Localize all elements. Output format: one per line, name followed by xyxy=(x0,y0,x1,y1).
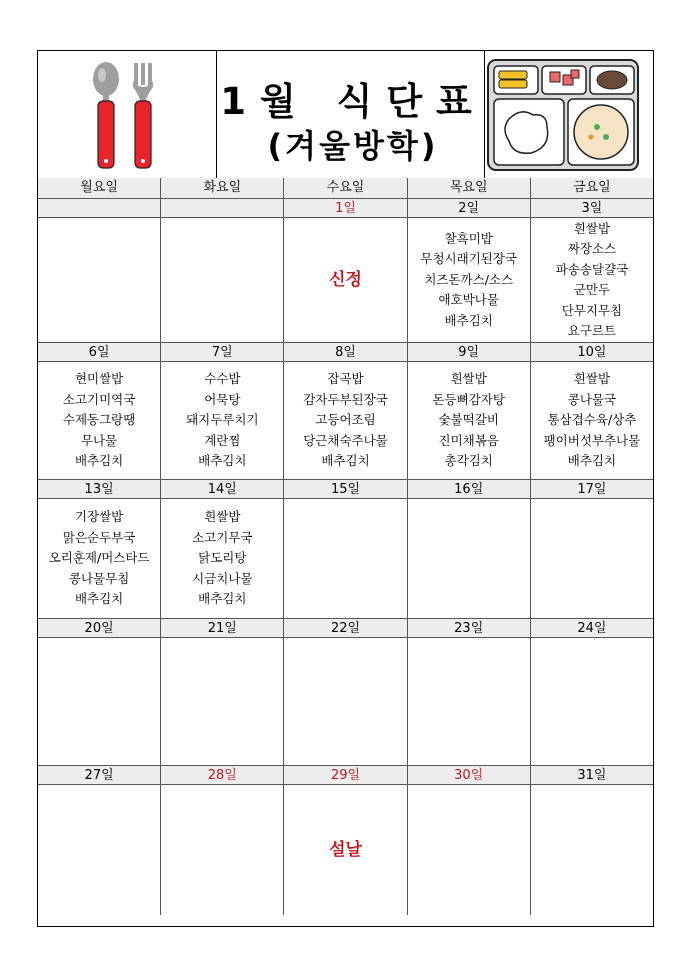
menu-cell-monday xyxy=(38,218,161,342)
menu-cell-thursday xyxy=(408,499,531,618)
date-cell-thursday: 30일 xyxy=(408,766,531,784)
date-cell-friday: 24일 xyxy=(577,621,607,636)
date-cell-wednesday: 29일 xyxy=(284,766,407,784)
menu-item: 흰쌀밥 xyxy=(573,371,611,387)
menu-cell-wednesday xyxy=(284,362,407,479)
weekday-friday: 금요일 xyxy=(573,180,611,195)
date-cell-tuesday xyxy=(161,199,284,217)
menu-cell-friday xyxy=(531,499,653,618)
menu-item: 흰쌀밥 xyxy=(204,509,241,525)
menu-item: 요구르트 xyxy=(567,323,617,338)
menu-cell-tuesday xyxy=(161,362,284,479)
date-row xyxy=(38,199,653,218)
weekday-wednesday: 수요일 xyxy=(284,178,407,198)
menu-item: 배추김치 xyxy=(198,591,247,607)
spoon-fork-icon xyxy=(78,57,178,172)
date-cell-monday: 6일 xyxy=(38,343,161,361)
menu-cell-tuesday xyxy=(161,785,284,915)
menu-item: 숯불떡갈비 xyxy=(438,412,499,428)
menu-item: 배추김치 xyxy=(567,453,617,469)
menu-cell-wednesday xyxy=(284,638,407,765)
menu-item: 맑은순두부국 xyxy=(62,529,136,545)
date-cell-wednesday: 8일 xyxy=(284,343,407,361)
menu-cell-thursday xyxy=(408,218,531,342)
menu-item: 치즈돈까스/소스 xyxy=(424,271,514,287)
menu-row xyxy=(38,218,653,343)
date-cell-tuesday: 14일 xyxy=(161,480,284,498)
date-cell-tuesday: 28일 xyxy=(161,766,284,784)
menu-item: 잡곡밥 xyxy=(327,371,364,387)
menu-item: 돼지두루치기 xyxy=(186,412,259,428)
header xyxy=(38,51,653,179)
menu-cell-friday xyxy=(531,785,653,915)
menu-item: 파송송달걀국 xyxy=(555,261,629,277)
weekday-thursday: 목요일 xyxy=(408,178,531,198)
menu-cell-tuesday xyxy=(161,218,284,342)
page-title: 1월 식단표 xyxy=(220,80,486,123)
menu-item: 팽이버섯부추나물 xyxy=(543,432,641,448)
menu-cell-monday xyxy=(38,362,161,479)
menu-item: 진미채볶음 xyxy=(438,432,499,448)
date-cell-friday: 17일 xyxy=(577,482,607,497)
menu-cell-friday xyxy=(531,218,653,342)
date-cell-tuesday: 21일 xyxy=(161,619,284,637)
menu-item: 고등어조림 xyxy=(315,412,376,428)
menu-item: 배추김치 xyxy=(74,453,124,469)
date-cell-friday: 3일 xyxy=(581,201,603,216)
date-row xyxy=(38,480,653,499)
menu-item: 수제동그랑땡 xyxy=(62,412,136,428)
holiday-label: 신정 xyxy=(329,269,362,290)
menu-item: 감자두부된장국 xyxy=(303,391,388,407)
date-cell-tuesday: 7일 xyxy=(161,343,284,361)
holiday-label: 설날 xyxy=(329,839,362,860)
menu-item: 어묵탕 xyxy=(204,391,241,407)
menu-calendar xyxy=(37,50,654,927)
menu-item: 배추김치 xyxy=(321,453,370,469)
date-cell-thursday: 23일 xyxy=(408,619,531,637)
menu-cell-wednesday xyxy=(284,499,407,618)
weeks-container xyxy=(38,199,653,915)
date-cell-wednesday: 1일 xyxy=(284,199,407,217)
menu-item: 수수밥 xyxy=(204,371,241,387)
date-cell-friday: 10일 xyxy=(577,345,607,360)
menu-item: 기장쌀밥 xyxy=(74,509,124,525)
menu-item: 배추김치 xyxy=(198,453,247,469)
date-cell-monday: 20일 xyxy=(38,619,161,637)
meal-tray-icon xyxy=(485,57,641,173)
menu-item: 콩나물국 xyxy=(567,391,617,407)
date-cell-thursday: 2일 xyxy=(408,199,531,217)
page-subtitle: (겨울방학) xyxy=(267,127,439,165)
header-divider xyxy=(216,51,217,178)
date-cell-wednesday: 22일 xyxy=(284,619,407,637)
menu-cell-monday xyxy=(38,638,161,765)
menu-cell-thursday xyxy=(408,785,531,915)
menu-cell-tuesday xyxy=(161,499,284,618)
menu-item: 현미쌀밥 xyxy=(74,371,124,387)
date-cell-monday: 27일 xyxy=(38,766,161,784)
menu-item: 닭도리탕 xyxy=(198,550,247,566)
date-row xyxy=(38,766,653,785)
menu-cell-thursday xyxy=(408,638,531,765)
menu-item: 배추김치 xyxy=(74,591,124,607)
menu-cell-thursday xyxy=(408,362,531,479)
menu-cell-tuesday xyxy=(161,638,284,765)
date-cell-friday: 31일 xyxy=(577,768,607,783)
menu-item: 오리훈제/머스타드 xyxy=(48,550,150,566)
menu-item: 소고기무국 xyxy=(192,529,253,545)
date-cell-thursday: 9일 xyxy=(408,343,531,361)
menu-item: 흰쌀밥 xyxy=(573,220,611,236)
menu-row xyxy=(38,499,653,619)
menu-item: 총각김치 xyxy=(444,453,493,469)
date-cell-thursday: 16일 xyxy=(408,480,531,498)
weekday-header-row xyxy=(38,178,653,199)
menu-cell-friday xyxy=(531,638,653,765)
menu-item: 콩나물무침 xyxy=(68,570,130,586)
date-row xyxy=(38,619,653,638)
menu-item: 무나물 xyxy=(80,432,118,448)
menu-item: 당근채숙주나물 xyxy=(303,432,388,448)
menu-item: 시금치나물 xyxy=(192,570,253,586)
menu-cell-friday xyxy=(531,362,653,479)
date-cell-wednesday: 15일 xyxy=(284,480,407,498)
weekday-monday: 월요일 xyxy=(38,178,161,198)
date-row xyxy=(38,343,653,362)
menu-row xyxy=(38,785,653,915)
calendar-grid xyxy=(38,178,653,915)
menu-item: 짜장소스 xyxy=(567,241,617,256)
menu-row xyxy=(38,638,653,766)
menu-item: 단무지무침 xyxy=(561,302,623,318)
menu-item: 소고기미역국 xyxy=(62,391,136,407)
menu-cell-monday xyxy=(38,499,161,618)
menu-item: 배추김치 xyxy=(444,312,493,328)
weekday-tuesday: 화요일 xyxy=(161,178,284,198)
menu-item: 흰쌀밥 xyxy=(450,371,487,387)
date-cell-monday: 13일 xyxy=(38,480,161,498)
menu-item: 통삼겹수육/상추 xyxy=(547,412,637,428)
date-cell-monday xyxy=(38,199,161,217)
menu-item: 돈등뼈감자탕 xyxy=(432,391,505,407)
menu-cell-wednesday xyxy=(284,785,407,915)
menu-item: 무청시래기된장국 xyxy=(420,251,518,267)
menu-cell-wednesday xyxy=(284,218,407,342)
menu-item: 찰흑미밥 xyxy=(444,230,493,246)
menu-cell-monday xyxy=(38,785,161,915)
menu-item: 애호박나물 xyxy=(438,292,499,308)
menu-row xyxy=(38,362,653,480)
menu-item: 군만두 xyxy=(573,282,611,297)
menu-item: 계란찜 xyxy=(204,432,241,448)
